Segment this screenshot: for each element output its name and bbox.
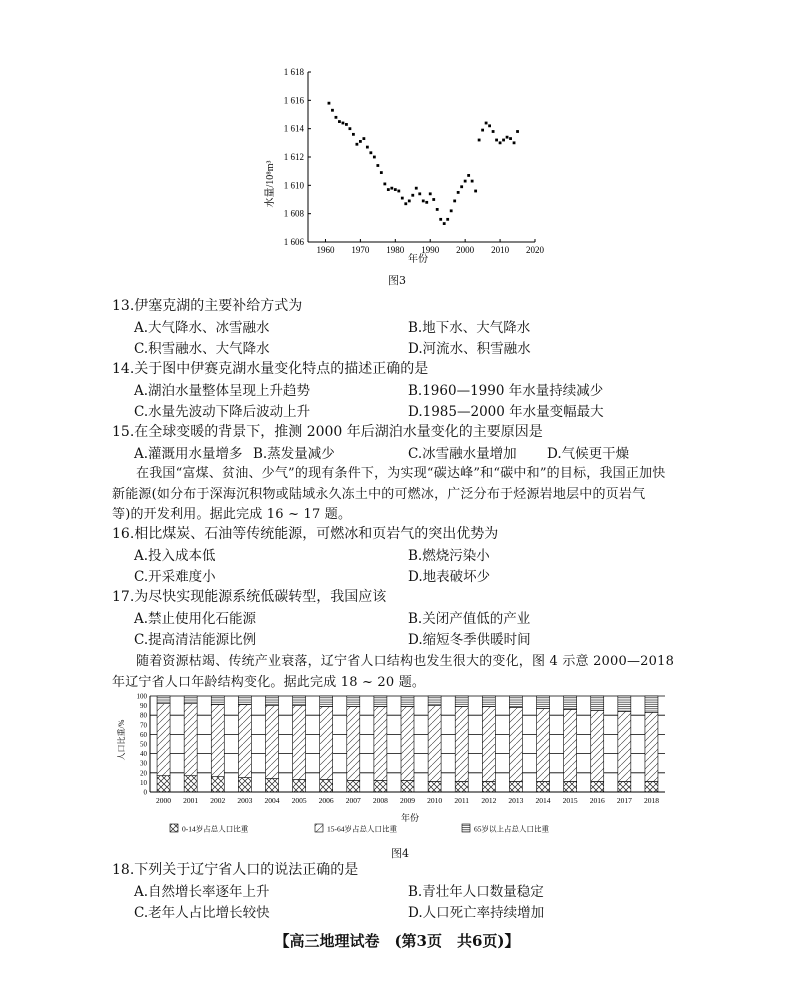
fig3-data-point xyxy=(397,190,400,193)
fig4-y-tick-label: 100 xyxy=(136,692,147,701)
fig4-x-tick-label: 2009 xyxy=(400,796,415,805)
fig3-data-point xyxy=(411,194,414,197)
fig4-bar-segment xyxy=(157,704,170,776)
fig4-bar-segment xyxy=(618,696,631,711)
fig4-x-tick-label: 2001 xyxy=(183,796,199,805)
fig4-y-tick-label: 0 xyxy=(143,788,147,797)
fig3-data-point xyxy=(342,122,345,125)
fig4-bar-segment xyxy=(211,705,224,777)
fig4-bar-segment xyxy=(265,779,278,792)
fig3-data-point xyxy=(390,187,393,190)
fig3-data-point xyxy=(352,133,355,136)
fig3-data-point xyxy=(328,102,331,105)
question-text: 在全球变暖的背景下，推测 2000 年后湖泊水量变化的主要原因是 xyxy=(134,424,543,440)
fig4-bar-segment xyxy=(645,696,658,712)
fig3-data-point xyxy=(436,208,439,211)
fig4-y-tick-label: 50 xyxy=(140,740,147,749)
fig3-data-point xyxy=(474,190,477,193)
fig4-bar-segment xyxy=(428,696,441,706)
fig4-x-tick-label: 2007 xyxy=(345,796,361,805)
fig4-bar-segment xyxy=(320,707,333,780)
fig3-axes xyxy=(284,67,545,255)
fig4-y-tick-label: 80 xyxy=(140,711,147,720)
question-number: 13. xyxy=(112,298,135,314)
fig3-y-tick-label: 1 608 xyxy=(283,208,304,219)
fig4-bar-segment xyxy=(537,781,550,792)
answer-option[interactable]: A.投入成本低 xyxy=(134,548,216,564)
fig3-x-tick-label: 2010 xyxy=(491,245,510,255)
fig4-x-tick-label: 2006 xyxy=(318,796,334,805)
fig4-x-tick-label: 2011 xyxy=(454,796,470,805)
answer-option[interactable]: A.自然增长率逐年上升 xyxy=(134,884,270,900)
fig4-x-tick-label: 2015 xyxy=(562,796,578,805)
fig4-y-tick-label: 40 xyxy=(140,750,147,759)
answer-option[interactable]: A.灌溉用水量增多 xyxy=(134,446,243,462)
answer-option[interactable]: D.1985—2000 年水量变幅最大 xyxy=(408,404,604,420)
fig4-bar-segment xyxy=(591,781,604,792)
fig4-x-tick-label: 2000 xyxy=(156,796,172,805)
answer-option[interactable]: C.冰雪融水量增加 xyxy=(408,446,517,462)
fig4-bar-segment xyxy=(401,707,414,781)
answer-option[interactable]: D.河流水、积雪融水 xyxy=(408,341,531,357)
fig3-x-tick-label: 1990 xyxy=(421,245,440,255)
fig4-bar-segment xyxy=(645,781,658,792)
fig4-bar-segment xyxy=(374,780,387,792)
fig4-x-axis-label: 年份 xyxy=(400,813,420,823)
fig3-data-point xyxy=(345,123,348,126)
fig4-bar-segment xyxy=(347,707,360,781)
fig4-legend-label: 15-64岁占总人口比重 xyxy=(327,824,397,834)
fig4-bar-segment xyxy=(645,712,658,781)
fig4-caption: 图4 xyxy=(391,847,409,860)
fig4-y-tick-label: 10 xyxy=(140,778,147,787)
fig3-data-point xyxy=(401,197,404,200)
fig3-data-point xyxy=(408,200,411,203)
fig3-data-point xyxy=(499,141,502,144)
fig3-data-point xyxy=(492,130,495,133)
population-structure-chart xyxy=(110,688,680,848)
question-stem xyxy=(112,523,498,543)
fig4-x-tick-label: 2003 xyxy=(237,796,253,805)
fig4-x-tick-label: 2013 xyxy=(508,796,524,805)
fig4-bar-segment xyxy=(537,696,550,708)
passage-line: 新能源(如分布于深海沉积物或陆域永久冻土中的可燃冰，广泛分布于烃源岩地层中的页岩气 xyxy=(112,486,646,502)
question-stem xyxy=(112,421,543,441)
fig3-data-point xyxy=(488,124,491,127)
fig3-data-point xyxy=(439,218,442,221)
answer-option[interactable]: B.地下水、大气降水 xyxy=(408,320,531,336)
fig3-data-point xyxy=(331,109,334,112)
fig3-data-point xyxy=(355,143,358,146)
fig4-y-tick-label: 30 xyxy=(140,759,147,768)
question-text: 关于图中伊赛克湖水量变化特点的描述正确的是 xyxy=(134,361,429,377)
fig4-x-tick-label: 2002 xyxy=(210,796,226,805)
fig4-legend-swatch xyxy=(462,824,470,832)
fig4-bar-segment xyxy=(184,696,197,704)
fig4-bar-segment xyxy=(564,696,577,709)
fig3-points xyxy=(328,102,519,225)
fig3-data-point xyxy=(481,129,484,132)
fig4-x-tick-label: 2004 xyxy=(264,796,280,805)
question-number: 16. xyxy=(112,526,135,542)
fig4-bar-segment xyxy=(509,708,522,782)
fig4-bar-segment xyxy=(320,696,333,707)
fig3-data-point xyxy=(464,180,467,183)
fig4-bar-segment xyxy=(157,776,170,792)
question-text: 伊塞克湖的主要补给方式为 xyxy=(134,298,303,314)
question-text: 下列关于辽宁省人口的说法正确的是 xyxy=(134,862,359,878)
fig4-x-tick-label: 2014 xyxy=(535,796,551,805)
fig3-data-point xyxy=(394,188,397,191)
fig3-data-point xyxy=(415,187,418,190)
fig4-x-tick-label: 2005 xyxy=(291,796,307,805)
passage-line: 年辽宁省人口年龄结构变化。据此完成 18 ~ 20 题。 xyxy=(112,674,426,690)
fig3-data-point xyxy=(335,116,338,119)
fig4-bar-segment xyxy=(455,707,468,782)
fig4-bar-segment xyxy=(293,706,306,780)
fig4-bar-segment xyxy=(618,711,631,781)
fig3-data-point xyxy=(471,180,474,183)
fig4-bar-segment xyxy=(564,781,577,792)
answer-option[interactable]: A.大气降水、冰雪融水 xyxy=(134,320,270,336)
fig4-bar-segment xyxy=(265,706,278,779)
fig3-y-tick-label: 1 610 xyxy=(283,180,304,191)
fig4-bar-segment xyxy=(482,707,495,782)
fig3-data-point xyxy=(506,136,509,139)
fig4-legend xyxy=(170,824,549,834)
fig4-legend-swatch xyxy=(315,824,323,832)
fig3-data-point xyxy=(422,200,425,203)
fig4-bar-segment xyxy=(509,696,522,708)
fig4-y-tick-label: 20 xyxy=(140,769,147,778)
fig4-legend-swatch xyxy=(170,824,178,832)
fig4-bar-segment xyxy=(238,705,251,778)
answer-option[interactable]: D.气候更干燥 xyxy=(547,446,630,462)
fig4-bar-segment xyxy=(591,696,604,710)
fig4-bar-segment xyxy=(184,776,197,792)
passage-line: 等)的开发利用。据此完成 16 ~ 17 题。 xyxy=(112,507,352,522)
fig3-data-point xyxy=(502,139,505,142)
question-number: 15. xyxy=(112,424,135,440)
fig4-bar-segment xyxy=(265,696,278,706)
fig3-data-point xyxy=(513,141,516,144)
answer-option[interactable]: D.缩短冬季供暖时间 xyxy=(408,632,531,648)
fig3-data-point xyxy=(380,171,383,174)
fig3-y-tick-label: 1 612 xyxy=(283,152,304,162)
question-text: 为尽快实现能源系统低碳转型，我国应该 xyxy=(134,589,387,605)
answer-option[interactable]: A.湖泊水量整体呈现上升趋势 xyxy=(134,383,311,399)
fig4-y-tick-label: 90 xyxy=(140,702,147,711)
fig4-bar-segment xyxy=(374,707,387,781)
fig4-x-tick-label: 2008 xyxy=(372,796,388,805)
fig4-bar-segment xyxy=(238,696,251,705)
answer-option[interactable]: C.老年人占比增长较快 xyxy=(134,905,270,921)
fig4-bar-segment xyxy=(184,704,197,776)
answer-option[interactable]: C.提高清洁能源比例 xyxy=(134,632,257,648)
fig4-bar-segment xyxy=(482,696,495,707)
fig4-y-tick-label: 70 xyxy=(140,721,147,730)
fig4-bar-segment xyxy=(401,780,414,792)
fig4-bar-segment xyxy=(455,781,468,792)
fig3-data-point xyxy=(460,185,463,188)
fig3-data-point xyxy=(443,222,446,225)
fig4-bar-segment xyxy=(238,778,251,792)
fig3-data-point xyxy=(418,192,421,195)
fig3-data-point xyxy=(432,198,435,201)
fig4-bar-segment xyxy=(564,709,577,781)
answer-option[interactable]: C.水量先波动下降后波动上升 xyxy=(134,404,311,420)
fig4-x-tick-label: 2017 xyxy=(616,796,632,805)
fig4-x-tick-label: 2012 xyxy=(481,796,497,805)
fig3-data-point xyxy=(425,201,428,204)
fig4-x-tick-label: 2018 xyxy=(643,796,659,805)
fig4-bar-segment xyxy=(482,781,495,792)
fig3-x-axis-label: 年份 xyxy=(408,254,428,265)
fig3-y-tick-label: 1 618 xyxy=(283,67,304,77)
question-stem xyxy=(112,358,428,378)
fig3-y-tick-label: 1 614 xyxy=(283,123,304,134)
fig3-data-point xyxy=(485,122,488,125)
fig3-x-tick-label: 2000 xyxy=(456,245,475,255)
fig4-legend-label: 0-14岁占总人口比重 xyxy=(182,824,249,834)
question-number: 14. xyxy=(112,361,135,377)
fig3-data-point xyxy=(369,151,372,154)
fig3-caption: 图3 xyxy=(388,274,406,287)
fig4-bar-segment xyxy=(347,696,360,707)
fig3-data-point xyxy=(387,188,390,191)
fig4-bar-segment xyxy=(428,781,441,792)
fig4-bars xyxy=(157,696,658,792)
answer-option[interactable]: C.积雪融水、大气降水 xyxy=(134,341,270,357)
passage-line: 随着资源枯竭、传统产业衰落，辽宁省人口结构也发生很大的变化，图 4 示意 2000—2018 xyxy=(136,654,675,669)
question-stem xyxy=(112,586,386,606)
answer-option[interactable]: C.开采难度小 xyxy=(134,569,216,585)
question-stem xyxy=(112,859,358,879)
fig3-data-point xyxy=(359,140,362,143)
fig3-data-point xyxy=(349,127,352,130)
answer-option[interactable]: B.蒸发量减少 xyxy=(253,446,335,462)
question-text: 相比煤炭、石油等传统能源，可燃冰和页岩气的突出优势为 xyxy=(134,526,499,542)
answer-option[interactable]: B.关闭产值低的产业 xyxy=(408,611,531,627)
fig4-bar-segment xyxy=(293,780,306,792)
fig4-bar-segment xyxy=(347,780,360,792)
lake-volume-chart xyxy=(255,62,545,272)
question-stem xyxy=(112,295,302,315)
fig3-y-axis-label: 水量/10⁸m³ xyxy=(265,160,276,208)
fig3-data-point xyxy=(429,192,432,195)
fig3-data-point xyxy=(366,146,369,149)
fig4-x-tick-label: 2016 xyxy=(589,796,605,805)
fig3-data-point xyxy=(450,209,453,212)
fig4-bar-segment xyxy=(293,696,306,706)
fig4-y-axis-label: 人口比重/% xyxy=(117,719,126,761)
fig3-x-tick-label: 1980 xyxy=(386,245,405,255)
passage-line: 在我国“富煤、贫油、少气”的现有条件下，为实现“碳达峰”和“碳中和”的目标，我国正加快 xyxy=(136,466,666,481)
fig3-y-tick-label: 1 606 xyxy=(283,237,304,247)
fig4-legend-label: 65岁以上占总人口比重 xyxy=(474,824,549,834)
fig3-x-tick-label: 1960 xyxy=(316,245,335,255)
fig4-bar-segment xyxy=(401,696,414,707)
fig4-x-tick-label: 2010 xyxy=(427,796,443,805)
fig3-data-point xyxy=(362,137,365,140)
fig3-data-point xyxy=(338,120,341,123)
answer-option[interactable]: D.地表破坏少 xyxy=(408,569,491,585)
answer-option[interactable]: B.1960—1990 年水量持续减少 xyxy=(408,383,604,399)
fig3-y-tick-label: 1 616 xyxy=(283,95,304,106)
fig3-data-point xyxy=(467,174,470,177)
fig3-data-point xyxy=(509,137,512,140)
fig3-data-point xyxy=(516,130,519,133)
fig4-bar-segment xyxy=(374,696,387,707)
answer-option[interactable]: D.人口死亡率持续增加 xyxy=(408,905,545,921)
fig4-bar-segment xyxy=(537,708,550,781)
fig4-bar-segment xyxy=(509,781,522,792)
fig3-data-point xyxy=(376,164,379,167)
fig4-bar-segment xyxy=(455,696,468,707)
answer-option[interactable]: A.禁止使用化石能源 xyxy=(134,611,257,627)
fig3-data-point xyxy=(446,218,449,221)
fig3-data-point xyxy=(457,191,460,194)
fig4-bar-segment xyxy=(428,706,441,782)
fig3-data-point xyxy=(495,139,498,142)
fig3-data-point xyxy=(383,183,386,186)
fig3-data-point xyxy=(478,139,481,142)
answer-option[interactable]: B.燃烧污染小 xyxy=(408,548,490,564)
fig4-y-tick-label: 60 xyxy=(140,730,147,739)
fig3-data-point xyxy=(453,200,456,203)
fig4-bar-segment xyxy=(157,696,170,704)
question-number: 17. xyxy=(112,589,135,605)
answer-option[interactable]: B.青壮年人口数量稳定 xyxy=(408,884,544,900)
fig3-x-tick-label: 2020 xyxy=(526,245,544,255)
fig3-data-point xyxy=(404,202,407,205)
fig3-x-tick-label: 1970 xyxy=(351,245,370,255)
fig4-bar-segment xyxy=(320,780,333,792)
page-footer: 【高三地理试卷 (第3页 共6页)】 xyxy=(274,932,520,950)
fig3-data-point xyxy=(373,156,376,159)
fig4-bar-segment xyxy=(591,710,604,781)
question-number: 18. xyxy=(112,862,135,878)
fig4-bar-segment xyxy=(211,777,224,792)
fig4-bar-segment xyxy=(211,696,224,705)
fig4-bar-segment xyxy=(618,781,631,792)
